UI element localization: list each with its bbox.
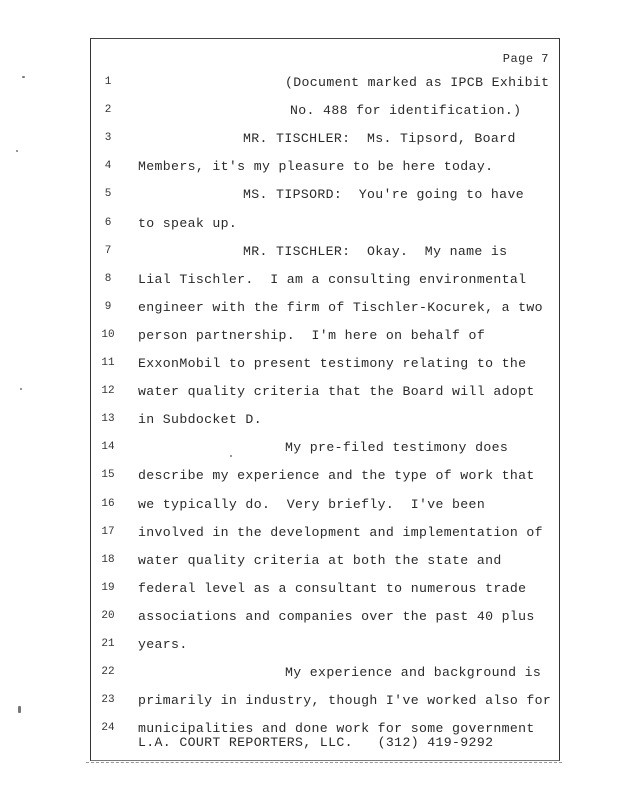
transcript-line: My pre-filed testimony does: [285, 440, 509, 456]
line-number: 9: [104, 300, 112, 313]
line-number: 24: [101, 722, 115, 735]
transcript-line: to speak up.: [138, 215, 238, 231]
bottom-rule: [86, 762, 562, 763]
line-number: 3: [104, 132, 112, 145]
line-number: 2: [104, 104, 112, 117]
transcript-line: (Document marked as IPCB Exhibit: [285, 75, 550, 90]
line-number: 22: [101, 666, 115, 679]
transcript-line: My experience and background is: [285, 665, 542, 681]
line-number: 19: [101, 581, 115, 594]
transcript-line: Members, it's my pleasure to be here today.: [138, 159, 494, 175]
line-number: 12: [101, 385, 115, 398]
reporter-footer: L.A. COURT REPORTERS, LLC. (312) 419-9292: [138, 735, 494, 750]
transcript-line: water quality criteria at both the state and: [138, 552, 502, 568]
transcript-line: describe my experience and the type of work that: [138, 468, 535, 484]
line-number: 4: [104, 160, 112, 173]
line-number: 5: [104, 188, 112, 201]
transcript-line: ExxonMobil to present testimony relating to the: [138, 356, 527, 371]
transcript-line: federal level as a consultant to numerous trade: [138, 580, 527, 596]
transcript-line: years.: [138, 637, 188, 652]
transcript-line: associations and companies over the past 40 plus: [138, 608, 535, 624]
line-number: 13: [101, 413, 115, 426]
line-number: 1: [104, 76, 112, 88]
transcript-line: person partnership. I'm here on behalf of: [138, 327, 486, 343]
transcript-line: municipalities and done work for some government: [138, 721, 535, 737]
scan-speck: [230, 455, 232, 457]
line-number: 17: [101, 525, 115, 538]
transcript-line: involved in the development and implementation of: [138, 524, 543, 540]
scan-speck: [16, 150, 18, 152]
line-number: 11: [101, 357, 115, 369]
transcript-line: MR. TISCHLER: Ms. Tipsord, Board: [243, 131, 516, 147]
line-number: 8: [104, 272, 112, 285]
transcript-line: MR. TISCHLER: Okay. My name is: [243, 243, 508, 259]
scan-speck: [20, 388, 22, 390]
line-number: 15: [101, 469, 115, 482]
transcript-line: engineer with the firm of Tischler-Kocurek, a two: [138, 299, 543, 315]
line-number: 14: [101, 441, 115, 454]
line-number: 21: [101, 638, 115, 650]
scan-speck: [22, 76, 25, 78]
line-number: 18: [101, 553, 115, 566]
transcript-line: Lial Tischler. I am a consulting environmental: [138, 271, 527, 287]
line-number: 16: [101, 497, 115, 510]
transcript-line: MS. TIPSORD: You're going to have: [243, 187, 524, 203]
scan-speck: [18, 706, 21, 713]
transcript-page-frame: [90, 38, 560, 761]
transcript-line: in Subdocket D.: [138, 412, 262, 428]
transcript-line: we typically do. Very briefly. I've been: [138, 496, 486, 512]
page-number: Page 7: [502, 52, 549, 66]
line-number: 10: [101, 328, 115, 341]
transcript-line: primarily in industry, though I've worked also for: [138, 693, 552, 709]
transcript-line: No. 488 for identification.): [290, 103, 522, 119]
line-number: 23: [101, 694, 115, 707]
line-number: 7: [104, 244, 112, 257]
line-number: 6: [104, 216, 112, 229]
line-number: 20: [101, 609, 115, 622]
transcript-line: water quality criteria that the Board will adopt: [138, 384, 535, 400]
